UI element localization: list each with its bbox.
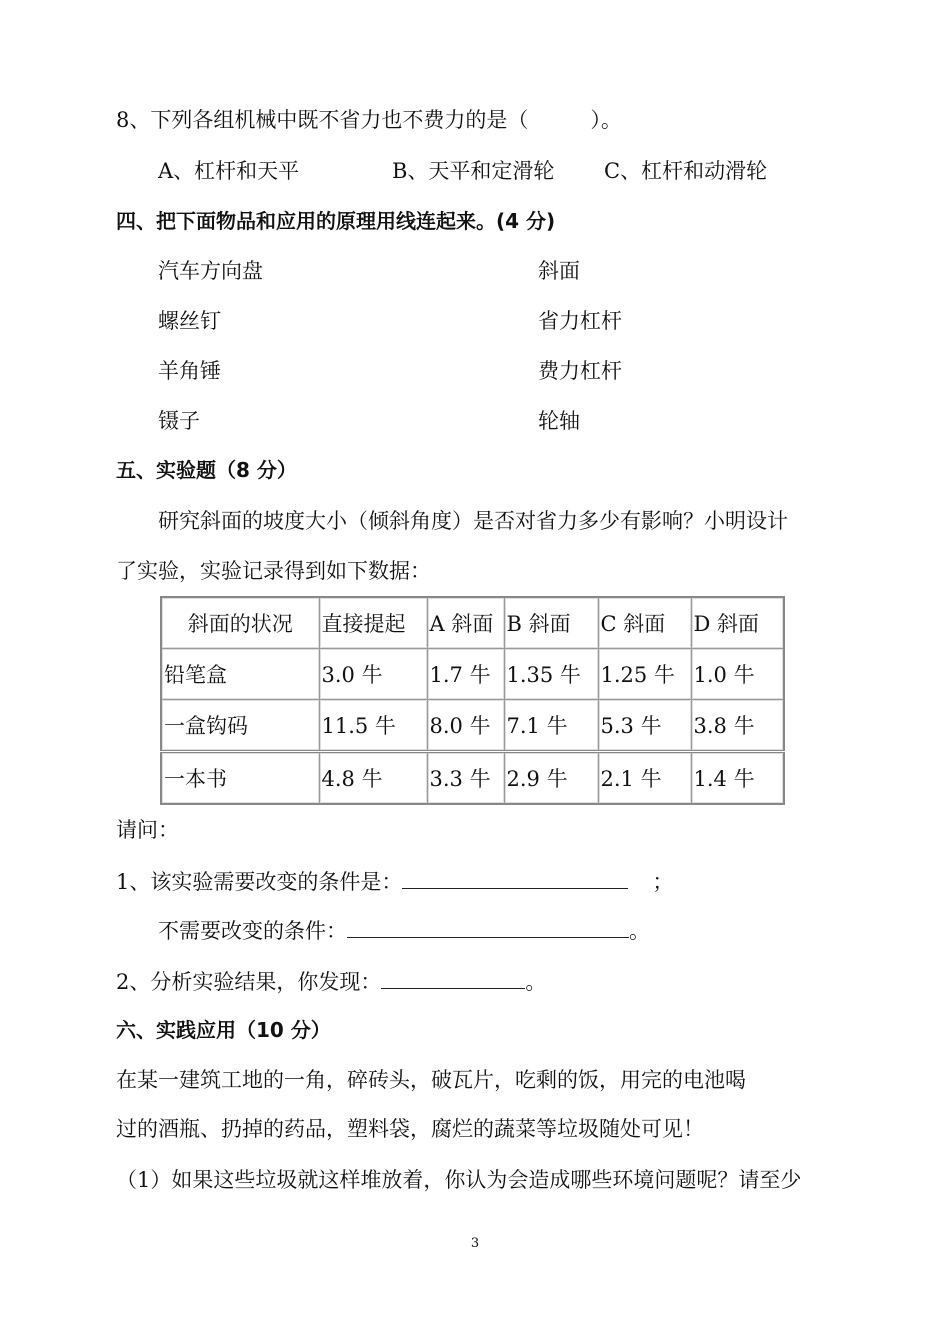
table-cell: 2.1 牛 xyxy=(598,752,691,805)
table-header-cell: 直接提起 xyxy=(319,597,427,649)
table-cell: 3.0 牛 xyxy=(319,649,427,700)
match-left-item: 螺丝钉 xyxy=(158,309,221,333)
section5-heading: 五、实验题（8 分） xyxy=(116,458,297,482)
table-header-row xyxy=(161,597,784,649)
section6-para-line2: 过的酒瓶、扔掉的药品，塑料袋，腐烂的蔬菜等垃圾随处可见！ xyxy=(116,1117,704,1141)
q1b-text: 不需要改变的条件： xyxy=(158,919,347,943)
table-cell: 1.7 牛 xyxy=(427,649,504,700)
section5-q1a xyxy=(116,866,673,897)
section5-q2 xyxy=(116,966,546,997)
section5-intro-line2: 了实验，实验记录得到如下数据： xyxy=(116,559,431,583)
section5-q1b xyxy=(158,915,650,946)
q1b-answer-blank[interactable] xyxy=(347,915,629,938)
table-cell: 1.25 牛 xyxy=(598,649,691,700)
table-cell: 5.3 牛 xyxy=(598,700,691,752)
section6-heading: 六、实践应用（10 分） xyxy=(116,1018,331,1042)
table-row xyxy=(161,649,784,700)
table-cell: 7.1 牛 xyxy=(504,700,598,752)
table-cell: 3.8 牛 xyxy=(691,700,784,752)
q8-option-b: B、天平和定滑轮 xyxy=(392,159,555,183)
page-number: 3 xyxy=(470,1236,480,1251)
table-cell: 8.0 牛 xyxy=(427,700,504,752)
q8-stem xyxy=(116,105,622,135)
q2-answer-blank[interactable] xyxy=(381,966,525,989)
table-cell: 1.35 牛 xyxy=(504,649,598,700)
q8-option-c: C、杠杆和动滑轮 xyxy=(604,159,768,183)
table-cell: 4.8 牛 xyxy=(319,752,427,805)
q1a-end: ； xyxy=(652,870,674,894)
table-header-cell: D 斜面 xyxy=(691,597,784,649)
table-cell: 一本书 xyxy=(161,752,319,805)
table-cell: 2.9 牛 xyxy=(504,752,598,805)
q1a-answer-blank[interactable] xyxy=(402,866,628,889)
q1a-text: 1、该实验需要改变的条件是： xyxy=(116,870,403,894)
table-cell: 1.4 牛 xyxy=(691,752,784,805)
table-cell: 3.3 牛 xyxy=(427,752,504,805)
section5-intro-line1: 研究斜面的坡度大小（倾斜角度）是否对省力多少有影响？小明设计 xyxy=(158,509,788,533)
q2-text: 2、分析实验结果，你发现： xyxy=(116,970,382,994)
match-left-item: 镊子 xyxy=(158,409,200,433)
match-right-item: 费力杠杆 xyxy=(538,359,622,383)
table-header-cell: C 斜面 xyxy=(598,597,691,649)
section6-q1: （1）如果这些垃圾就这样堆放着，你认为会造成哪些环境问题呢？请至少 xyxy=(116,1168,802,1192)
match-right-item: 斜面 xyxy=(538,259,580,283)
table-cell: 11.5 牛 xyxy=(319,700,427,752)
experiment-table xyxy=(160,596,785,805)
match-right-item: 轮轴 xyxy=(538,409,580,433)
match-left-item: 羊角锤 xyxy=(158,359,221,383)
q2-end: 。 xyxy=(525,970,547,994)
table-row xyxy=(161,700,784,752)
match-right-item: 省力杠杆 xyxy=(538,309,622,333)
q8-option-a: A、杠杆和天平 xyxy=(158,159,300,183)
table-header-cell: B 斜面 xyxy=(504,597,598,649)
table-cell: 1.0 牛 xyxy=(691,649,784,700)
q1b-end: 。 xyxy=(629,919,650,943)
section4-heading: 四、把下面物品和应用的原理用线连起来。(4 分) xyxy=(116,209,556,233)
table-row xyxy=(161,752,784,805)
section6-para-line1: 在某一建筑工地的一角，碎砖头，破瓦片，吃剩的饭，用完的电池喝 xyxy=(116,1068,746,1092)
table-header-cell: A 斜面 xyxy=(427,597,504,649)
section5-ask: 请问： xyxy=(116,818,179,842)
table-cell: 铅笔盒 xyxy=(161,649,319,700)
match-left-item: 汽车方向盘 xyxy=(158,259,263,283)
q8-stem-end: ）。 xyxy=(590,108,622,132)
q8-stem-text: 8、下列各组机械中既不省力也不费力的是（ xyxy=(116,108,529,132)
table-header-cell: 斜面的状况 xyxy=(161,597,319,649)
table-cell: 一盒钩码 xyxy=(161,700,319,752)
